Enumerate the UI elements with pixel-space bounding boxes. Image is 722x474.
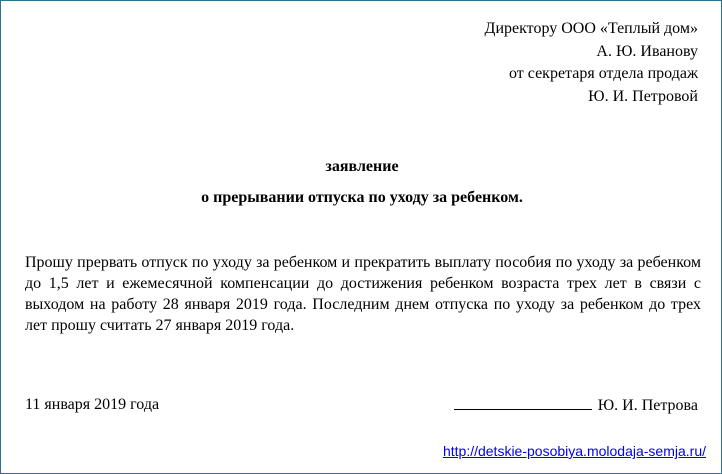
application-body: Прошу прервать отпуск по уходу за ребенком и прекратить выплату пособия по уходу за ребенком до 1,5 лет и ежемесячной компенсации до достижения ребенком возраста трех лет в связи с выходом на работу 28 января 2019 года. Последним днем отпуска по уходу за ребенком до трех лет прошу считать 27 января 2019 года. <box>25 254 701 334</box>
signature-name: Ю. И. Петрова <box>597 397 698 414</box>
addressee-line-from: от секретаря отдела продаж <box>509 65 698 82</box>
source-link[interactable]: http://detskie-posobiya.molodaja-semja.ru/ <box>442 443 706 459</box>
addressee-block <box>485 18 698 108</box>
application-date: 11 января 2019 года <box>25 396 160 413</box>
addressee-line-sender: Ю. И. Петровой <box>588 87 698 105</box>
addressee-line-director: Директору ООО «Теплый дом» <box>484 20 698 37</box>
addressee-line-name: А. Ю. Иванову <box>596 42 698 60</box>
signature-block <box>454 394 698 417</box>
document-subtitle: о прерывании отпуска по уходу за ребенком. <box>201 189 523 206</box>
signature-line <box>454 394 592 410</box>
document-title: заявление <box>325 158 399 175</box>
